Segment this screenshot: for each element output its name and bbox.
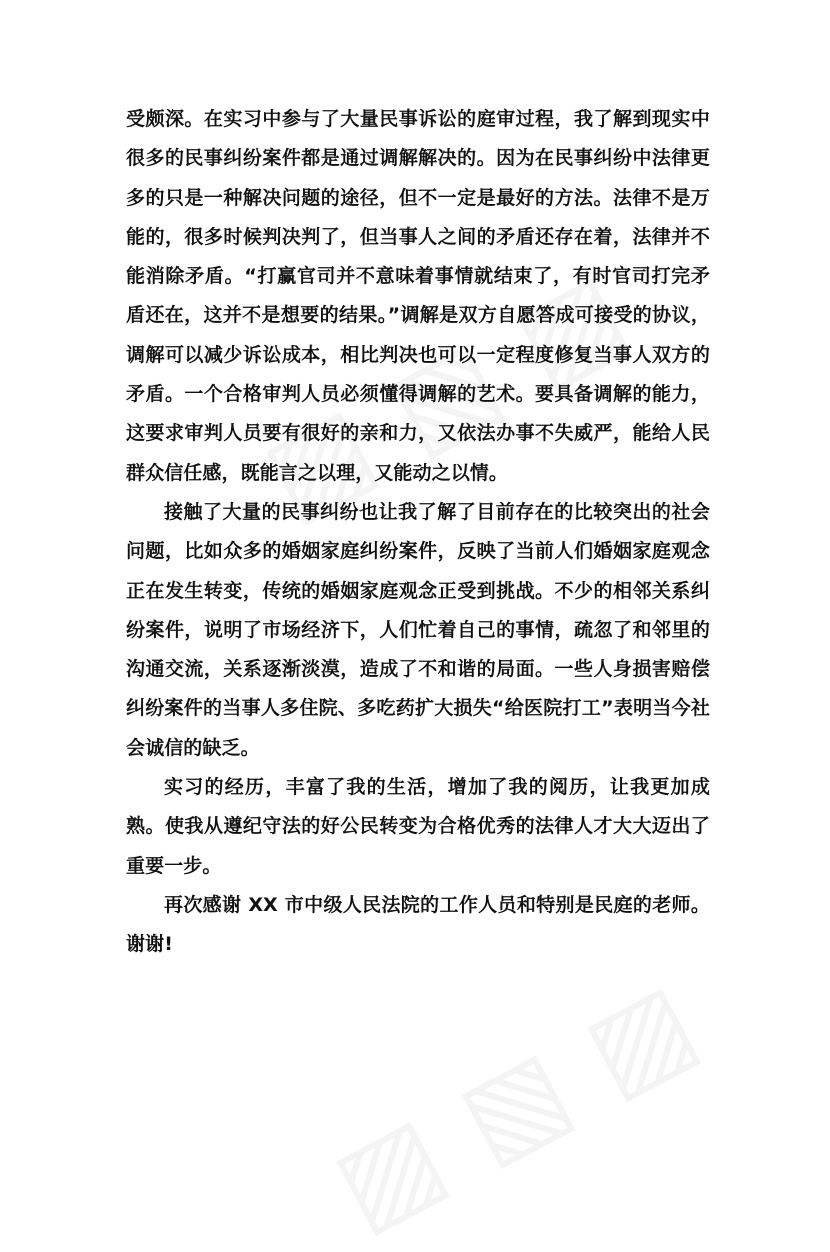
paragraph: 再次感谢 XX 市中级人民法院的工作人员和特别是民庭的老师。谢谢! — [126, 893, 710, 956]
paragraph: 受颇深。在实习中参与了大量民事诉讼的庭审过程，我了解到现实中很多的民事纠纷案件都是通过调解解决的。因为在民事纠纷中法律更多的只是一种解决问题的途径，但不一定是最好的方法。法律不是万能的，很多时候判决判了，但当事人之间的矛盾还存在着，法律并不能消除矛盾。“打赢官司并不意味着事情就结束了，有时官司打完矛盾还在，这并不是想要的结果。”调解是双方自愿答成可接受的协议，调解可以减少诉讼成本，相比判决也可以一定程度修复当事人双方的矛盾。一个合格审判人员必须懂得调解的艺术。要具备调解的能力，这要求审判人员要有很好的亲和力，又依法办事不失威严，能给人民群众信任感，既能言之以理，又能动之以情。 — [126, 108, 710, 484]
watermark-graphic — [313, 956, 716, 1251]
document-body — [126, 100, 710, 965]
paragraph: 接触了大量的民事纠纷也让我了解了目前存在的比较突出的社会问题，比如众多的婚姻家庭纠纷案件，反映了当前人们婚姻家庭观念正在发生转变，传统的婚姻家庭观念正受到挑战。不少的相邻关系纠纷案件，说明了市场经济下，人们忙着自己的事情，疏忽了和邻里的沟通交流，关系逐渐淡漠，造成了不和谐的局面。一些人身损害赔偿纠纷案件的当事人多住院、多吃药扩大损失“给医院打工”表明当今社会诚信的缺乏。 — [126, 500, 710, 759]
paragraph: 实习的经历，丰富了我的生活，增加了我的阅历，让我更加成熟。使我从遵纪守法的好公民转变为合格优秀的法律人才大大迈出了重要一步。 — [126, 776, 710, 877]
